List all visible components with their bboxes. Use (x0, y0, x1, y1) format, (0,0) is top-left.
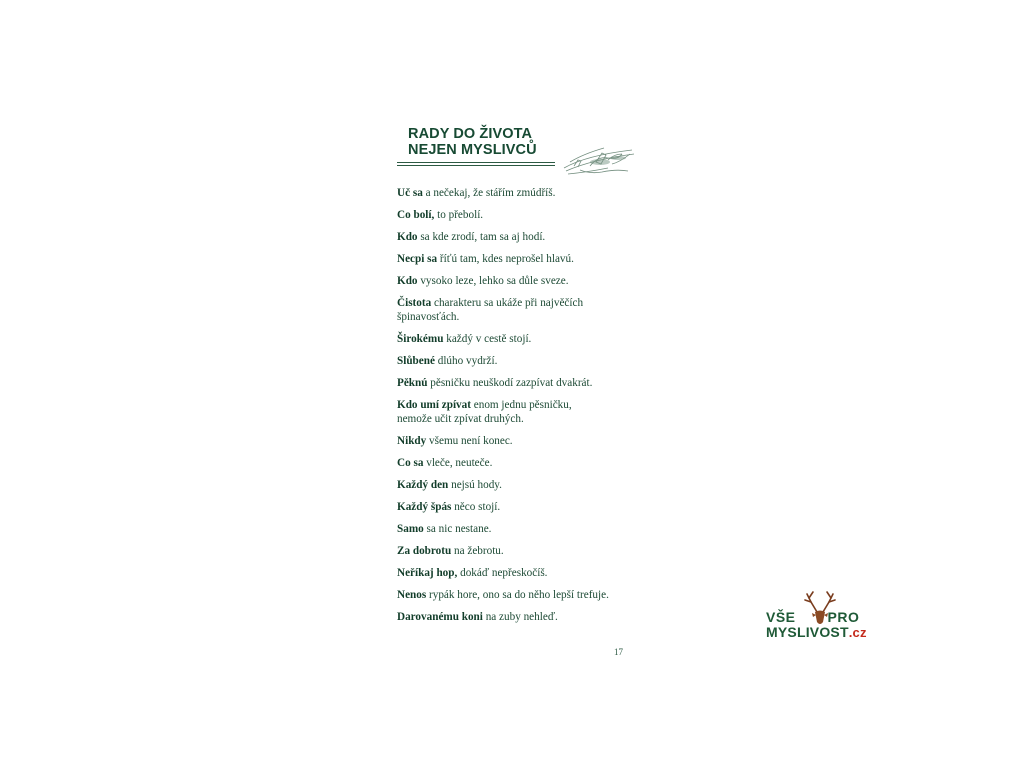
list-item: Slůbené dlúho vydrží. (397, 355, 498, 367)
title-line-1: RADY DO ŽIVOTA (408, 126, 533, 142)
list-item: Kdo vysoko leze, lehko sa důle sveze. (397, 275, 569, 287)
list-item: Za dobrotu na žebrotu. (397, 545, 504, 557)
logo-word-vse: VŠE (766, 609, 796, 625)
list-item: Širokému každý v cestě stojí. (397, 333, 532, 345)
list-item: Kdo sa kde zrodí, tam sa aj hodí. (397, 231, 546, 243)
list-item: Každý den nejsú hody. (397, 479, 502, 491)
page-number: 17 (614, 647, 623, 657)
list-item: Uč sa a nečekaj, že stářím zmúdříš. (397, 187, 556, 199)
list-item: Kdo umí zpívat enom jednu pěsničku, nemože učit zpívat druhých. (397, 399, 572, 425)
list-item: Čistota charakteru sa ukáže při najvěčích špinavosťách. (397, 297, 584, 323)
list-item: Nenos rypák hore, ono sa do něho lepší trefuje. (397, 589, 609, 601)
title-underline-thin (397, 165, 555, 166)
logo-suffix: .cz (848, 625, 867, 640)
list-item: Neříkaj hop, dokáď nepřeskočíš. (397, 567, 548, 579)
logo-text-top (766, 609, 859, 625)
title-line-2: NEJEN MYSLIVCŮ (408, 142, 537, 158)
hunting-gear-sketch-icon (560, 140, 636, 180)
list-item: Co bolí, to přebolí. (397, 209, 484, 221)
logo-word-myslivost: MYSLIVOST (766, 624, 849, 640)
list-item: Pěknú pěsničku neuškodí zazpívat dvakrát. (397, 377, 593, 389)
logo-word-pro: PRO (827, 609, 860, 625)
list-item: Každý špás něco stojí. (397, 501, 501, 513)
list-item: Nikdy všemu není konec. (397, 435, 513, 447)
logo-text-bottom (766, 624, 867, 640)
sayings-list (397, 186, 647, 624)
list-item: Necpi sa říťú tam, kdes neprošel hlavú. (397, 253, 574, 265)
title-underline (397, 162, 555, 163)
list-item: Samo sa nic nestane. (397, 523, 492, 535)
list-item: Darovanému koni na zuby nehleď. (397, 611, 558, 623)
list-item: Co sa vleče, neuteče. (397, 457, 493, 469)
